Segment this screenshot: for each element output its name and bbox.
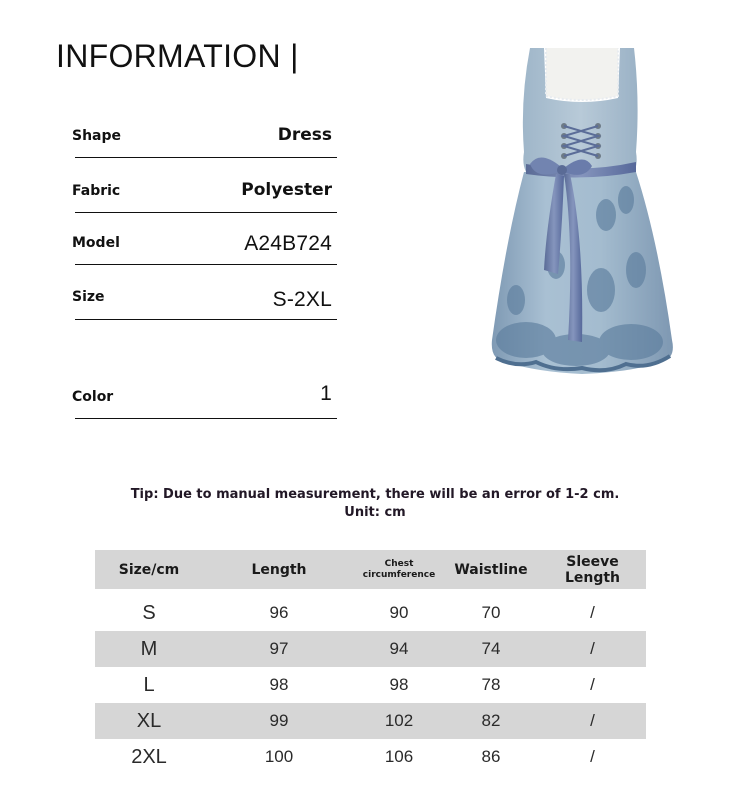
info-label: Color [72, 389, 114, 405]
table-row [95, 667, 646, 703]
info-row-shape [72, 118, 337, 158]
table-row [95, 703, 646, 739]
table-row [95, 631, 646, 667]
page-title: INFORMATION | [56, 38, 299, 74]
cell-chest: 90 [389, 603, 409, 622]
header-chest-line2: circumference [362, 569, 436, 580]
cell-size: S [142, 601, 156, 624]
info-value: S-2XL [272, 288, 332, 311]
cell-waist: 86 [481, 747, 501, 766]
info-value: Dress [277, 125, 332, 145]
table-row [95, 595, 646, 631]
table-row [95, 739, 646, 775]
cell-length: 100 [264, 747, 294, 766]
cell-sleeve: / [590, 603, 595, 622]
cell-waist: 78 [481, 675, 501, 694]
cell-length: 98 [269, 675, 289, 694]
cell-waist: 74 [481, 639, 501, 658]
cell-sleeve: / [590, 747, 595, 766]
size-table [95, 550, 646, 775]
cell-length: 96 [269, 603, 289, 622]
cell-size: 2XL [131, 745, 167, 768]
cell-chest: 94 [389, 639, 409, 658]
cell-waist: 70 [481, 603, 501, 622]
cell-sleeve: / [590, 639, 595, 658]
header-size: Size/cm [118, 561, 180, 578]
cell-chest: 102 [384, 711, 414, 730]
cell-size: L [143, 673, 155, 696]
info-row-fabric [72, 173, 337, 213]
info-row-model [72, 226, 337, 265]
info-value: A24B724 [244, 232, 332, 255]
table-header [95, 550, 646, 589]
product-image [486, 40, 678, 392]
info-label: Shape [72, 128, 122, 144]
tip-text: Tip: Due to manual measurement, there will be an error of 1-2 cm. [130, 487, 620, 502]
cell-sleeve: / [590, 711, 595, 730]
info-value: Polyester [241, 180, 332, 200]
cell-waist: 82 [481, 711, 501, 730]
info-label: Model [72, 235, 120, 251]
info-value: 1 [320, 382, 332, 405]
header-chest-line1: Chest [384, 558, 414, 569]
cell-sleeve: / [590, 675, 595, 694]
cell-chest: 106 [384, 747, 414, 766]
cell-length: 99 [269, 711, 289, 730]
cell-size: XL [136, 709, 162, 732]
cell-size: M [140, 637, 158, 660]
cell-length: 97 [269, 639, 289, 658]
header-waistline: Waistline [454, 561, 528, 578]
header-sleeve-length: Sleeve Length [564, 553, 621, 586]
unit-text: Unit: cm [344, 505, 406, 520]
info-row-size [72, 280, 337, 320]
cell-chest: 98 [389, 675, 409, 694]
info-label: Size [72, 289, 105, 305]
info-label: Fabric [72, 183, 121, 199]
info-row-color [72, 378, 337, 419]
header-chest [355, 559, 443, 581]
measurement-tip [0, 486, 750, 522]
header-length: Length [251, 561, 307, 578]
